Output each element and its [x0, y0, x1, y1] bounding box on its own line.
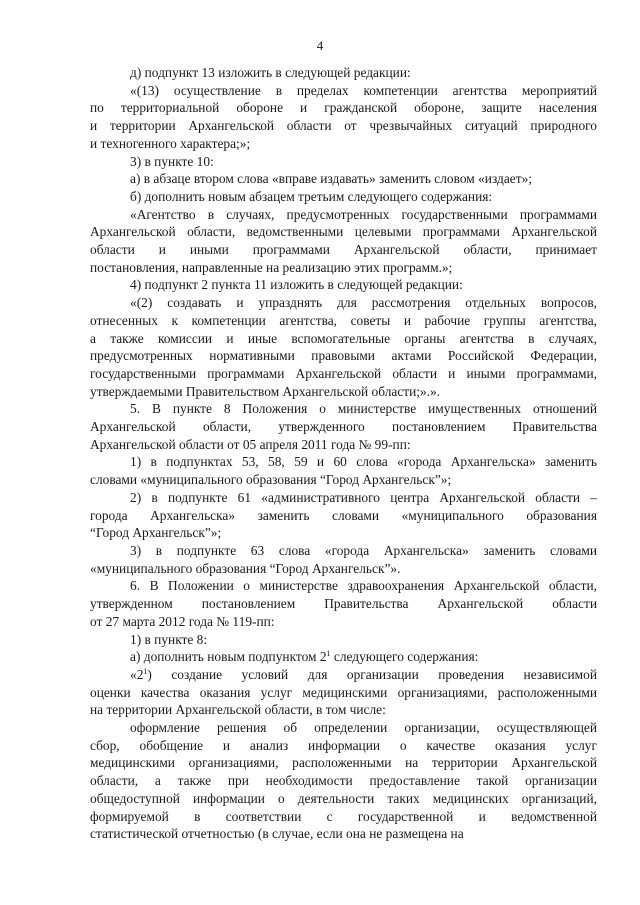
text-line: «(13) осуществление в пределах компетенции агентства мероприятий — [130, 82, 597, 98]
text-line: «Агентство в случаях, предусмотренных государственными программами — [130, 206, 597, 222]
text-line: 5. В пункте 8 Положения о министерстве имущественных отношений — [130, 401, 597, 417]
text-line: а) в абзаце втором слова «вправе издавать» заменить словом «издает»; — [130, 171, 532, 187]
text-line: общедоступной информации о деятельности таких медицинских организаций, — [90, 790, 597, 806]
text-line: 6. В Положении о министерстве здравоохранения Архангельской области, — [130, 578, 597, 594]
paragraph — [90, 153, 597, 171]
text-line: постановления, направленные на реализацию этих программ.»; — [90, 259, 453, 275]
text-line: Архангельской области от 05 апреля 2011 года № 99-пп: — [90, 436, 411, 452]
text-line: города Архангельска» заменить словами «муниципального образования — [90, 507, 597, 523]
paragraph — [90, 82, 597, 153]
text-line: статистической отчетностью (в случае, если она не размещена на — [90, 826, 464, 842]
text-line: области, а также при необходимости предоставление такой организации — [90, 773, 597, 789]
paragraph — [90, 276, 597, 294]
paragraph — [90, 577, 597, 630]
text-line: 1) в пункте 8: — [130, 631, 208, 647]
text-line: 3) в пункте 10: — [130, 153, 214, 169]
text-line: утверждаемыми Правительством Архангельской области;».». — [90, 383, 441, 399]
paragraph — [90, 294, 597, 400]
text-line: 1) в подпунктах 53, 58, 59 и 60 слова «города Архангельска» заменить — [130, 454, 597, 470]
text-line: Архангельской области, ведомственными целевыми программами Архангельской — [90, 224, 597, 240]
text-line: Архангельской области, утвержденного постановлением Правительства — [90, 419, 597, 435]
paragraph — [90, 631, 597, 649]
text-line: от 27 марта 2012 года № 119-пп: — [90, 613, 275, 629]
text-line: оформление решения об определении организации, осуществляющей — [130, 720, 597, 736]
paragraph — [90, 453, 597, 488]
text-line: 4) подпункт 2 пункта 11 изложить в следующей редакции: — [130, 277, 463, 293]
text-line: «(2) создавать и упразднять для рассмотрения отдельных вопросов, — [130, 295, 597, 311]
page-number: 4 — [316, 38, 324, 53]
text-line: 3) в подпункте 63 слова «города Архангельска» заменить словами — [130, 542, 597, 558]
text-line: и техногенного характера;»; — [90, 135, 251, 151]
text-line: а) дополнить новым подпунктом $2^1$ следующего содержания: — [130, 649, 479, 665]
text-line: “Город Архангельск”»; — [90, 525, 222, 541]
text-line: формируемой в соответствии с государственной и ведомственной — [90, 808, 597, 824]
paragraph — [90, 719, 597, 843]
text-line: сбор, обобщение и анализ информации о качестве оказания услуг — [90, 737, 597, 753]
text-line: государственными программами Архангельской области и иными программами, — [90, 365, 597, 381]
paragraph — [90, 666, 597, 719]
text-line: и территории Архангельской области от чрезвычайных ситуаций природного — [90, 118, 597, 134]
paragraph — [90, 170, 597, 188]
paragraph — [90, 188, 597, 206]
text-line: на территории Архангельской области, в том числе: — [90, 702, 386, 718]
text-line: д) подпункт 13 изложить в следующей редакции: — [130, 65, 411, 80]
text-line: предусмотренных нормативными правовыми актами Российской Федерации, — [90, 348, 597, 364]
text-line: по территориальной обороне и гражданской обороне, защите населения — [90, 100, 597, 116]
text-line: отнесенных к компетенции агентства, советы и рабочие группы агентства, — [90, 312, 597, 328]
paragraph — [90, 648, 597, 666]
paragraph — [90, 489, 597, 542]
text-line: «муниципального образования “Город Архангельск”». — [90, 560, 401, 576]
text-line: «$2^1$) создание условий для организации проведения независимой — [130, 666, 597, 682]
text-line: словами «муниципального образования “Город Архангельск”»; — [90, 472, 452, 488]
text-line: а также комиссии и иные вспомогательные органы агентства в случаях, — [90, 330, 597, 346]
text-line: утвержденном постановлением Правительства Архангельской области — [90, 596, 597, 612]
text-line: оценки качества оказания услуг медицинскими организациями, расположенными — [90, 684, 597, 700]
text-line: области и иными программами Архангельской области, принимает — [90, 242, 597, 258]
paragraph — [90, 64, 597, 82]
text-line: б) дополнить новым абзацем третьим следующего содержания: — [130, 188, 493, 204]
paragraph — [90, 400, 597, 453]
text-line: медицинскими организациями, расположенными на территории Архангельской — [90, 755, 597, 771]
document-body — [90, 64, 597, 843]
paragraph — [90, 542, 597, 577]
text-line: 2) в подпункте 61 «административного центра Архангельской области – — [130, 489, 597, 505]
paragraph — [90, 206, 597, 277]
